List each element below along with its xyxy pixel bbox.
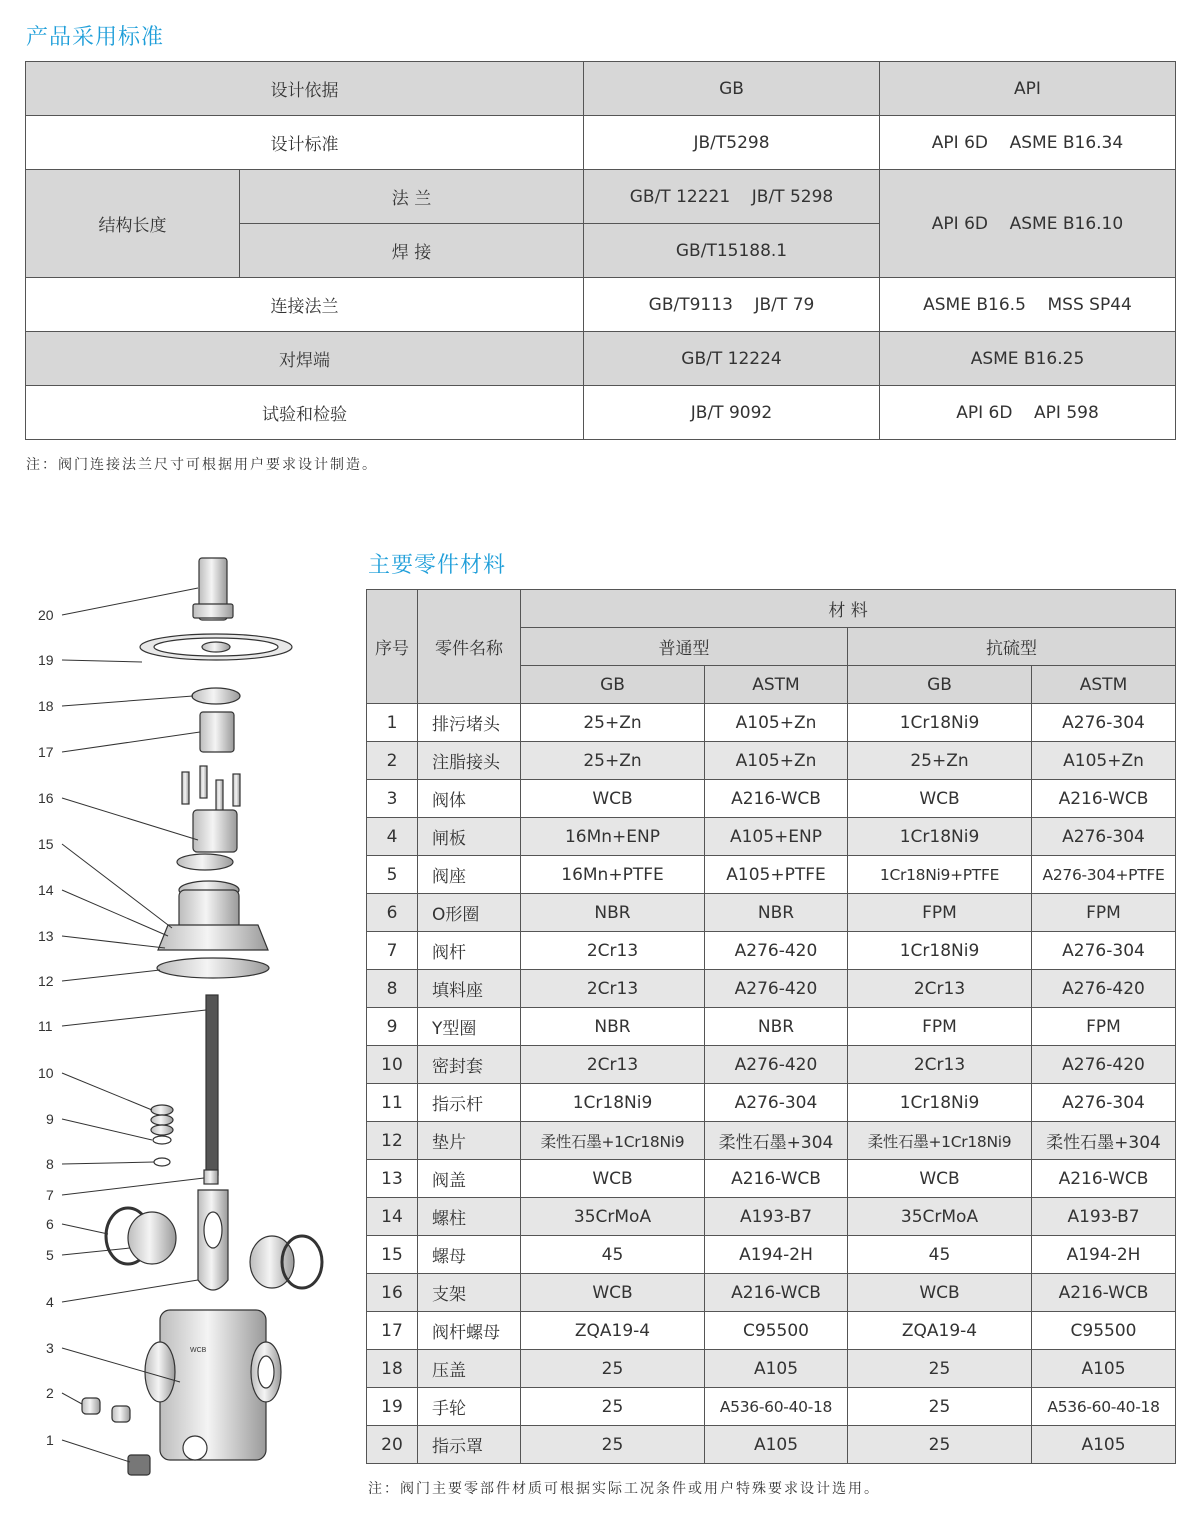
cell-astm-normal: A276-420 — [705, 932, 848, 970]
valve-exploded-drawing — [0, 540, 360, 1500]
cell-astm-sour: FPM — [1032, 894, 1176, 932]
cell-no: 10 — [367, 1046, 418, 1084]
cell-no: 9 — [367, 1008, 418, 1046]
cell-gb-normal: NBR — [521, 1008, 705, 1046]
cell-astm-normal: 柔性石墨+304 — [705, 1122, 848, 1160]
cell-astm-normal: A105+Zn — [705, 742, 848, 780]
valve-body — [160, 1310, 266, 1460]
cell-astm-sour: A105+Zn — [1032, 742, 1176, 780]
materials-table — [366, 589, 1176, 1464]
cell-astm-normal: A276-304 — [705, 1084, 848, 1122]
materials-note: 注：阀门主要零部件材质可根据实际工况条件或用户特殊要求设计选用。 — [368, 1481, 880, 1497]
header-design-basis: 设计依据 — [26, 62, 584, 116]
bonnet — [158, 925, 268, 950]
drain-plug — [128, 1455, 150, 1475]
gasket — [157, 958, 269, 978]
valve-seat — [128, 1212, 176, 1264]
cell-gb-normal: ZQA19-4 — [521, 1312, 705, 1350]
cell-astm-normal: A193-B7 — [705, 1198, 848, 1236]
cell-astm-sour: A276-304+PTFE — [1032, 856, 1176, 894]
part-number-label: 19 — [38, 652, 54, 668]
part-number-label: 11 — [38, 1018, 53, 1034]
cell-part-name: 垫片 — [418, 1122, 521, 1160]
y-ring — [153, 1136, 171, 1144]
cell-part-name: 指示罩 — [418, 1426, 521, 1464]
seal-sleeve — [151, 1105, 173, 1115]
cell-astm-normal: A216-WCB — [705, 780, 848, 818]
cell-gb-normal: 16Mn+ENP — [521, 818, 705, 856]
cell-astm-normal: A105 — [705, 1350, 848, 1388]
cell-part-name: 指示杆 — [418, 1084, 521, 1122]
gb-value: GB/T 12221 JB/T 5298 — [584, 170, 880, 224]
cell-no: 15 — [367, 1236, 418, 1274]
cell-no: 16 — [367, 1274, 418, 1312]
row-label: 连接法兰 — [26, 278, 584, 332]
cell-astm-sour: 柔性石墨+304 — [1032, 1122, 1176, 1160]
cell-gb-normal: WCB — [521, 1274, 705, 1312]
cell-gb-normal: 45 — [521, 1236, 705, 1274]
part-number-label: 16 — [38, 790, 54, 806]
gb-value: GB/T15188.1 — [584, 224, 880, 278]
table-row — [367, 1236, 1176, 1274]
cell-gb-sour: 1Cr18Ni9 — [848, 704, 1032, 742]
cell-gb-sour: 25 — [848, 1350, 1032, 1388]
part-number-label: 4 — [46, 1294, 54, 1310]
part-number-label: 14 — [38, 882, 54, 898]
header-normal-type: 普通型 — [521, 628, 848, 666]
cell-gb-sour: ZQA19-4 — [848, 1312, 1032, 1350]
part-number-label: 18 — [38, 698, 54, 714]
part-number-label: 9 — [46, 1111, 54, 1127]
cell-no: 12 — [367, 1122, 418, 1160]
yoke — [193, 810, 237, 852]
cell-astm-sour: A194-2H — [1032, 1236, 1176, 1274]
cell-astm-sour: A216-WCB — [1032, 1274, 1176, 1312]
header-gb: GB — [848, 666, 1032, 704]
cell-part-name: 注脂接头 — [418, 742, 521, 780]
cell-gb-normal: 25 — [521, 1350, 705, 1388]
cell-astm-sour: A276-420 — [1032, 970, 1176, 1008]
cell-astm-sour: A216-WCB — [1032, 1160, 1176, 1198]
part-number-label: 20 — [38, 607, 54, 623]
part-number-label: 3 — [46, 1340, 54, 1356]
cell-gb-normal: 35CrMoA — [521, 1198, 705, 1236]
cell-gb-sour: 45 — [848, 1236, 1032, 1274]
cell-gb-sour: 35CrMoA — [848, 1198, 1032, 1236]
cell-gb-sour: 1Cr18Ni9 — [848, 818, 1032, 856]
table-row — [367, 894, 1176, 932]
table-row — [367, 856, 1176, 894]
cell-part-name: 阀体 — [418, 780, 521, 818]
table-row — [367, 932, 1176, 970]
cell-no: 8 — [367, 970, 418, 1008]
part-number-label: 1 — [46, 1432, 54, 1448]
cell-part-name: 闸板 — [418, 818, 521, 856]
cell-astm-sour: FPM — [1032, 1008, 1176, 1046]
sub-label-weld: 焊 接 — [240, 224, 584, 278]
cell-gb-sour: 1Cr18Ni9+PTFE — [848, 856, 1032, 894]
body-cast-mark: WCB — [190, 1347, 207, 1354]
cell-part-name: 阀盖 — [418, 1160, 521, 1198]
cell-no: 2 — [367, 742, 418, 780]
part-number-label: 12 — [38, 973, 54, 989]
part-number-label: 5 — [46, 1247, 54, 1263]
packing-seat — [154, 1158, 170, 1166]
cell-astm-normal: A536-60-40-18 — [705, 1388, 848, 1426]
cell-no: 11 — [367, 1084, 418, 1122]
api-value: ASME B16.5 MSS SP44 — [880, 278, 1176, 332]
header-gb: GB — [521, 666, 705, 704]
table-row — [367, 970, 1176, 1008]
cell-gb-normal: 25 — [521, 1426, 705, 1464]
cell-gb-sour: 2Cr13 — [848, 970, 1032, 1008]
gb-value: JB/T 9092 — [584, 386, 880, 440]
table-row — [367, 1312, 1176, 1350]
cell-gb-sour: WCB — [848, 780, 1032, 818]
row-connection-flange — [26, 278, 1176, 332]
materials-title: 主要零件材料 — [368, 553, 507, 578]
cell-part-name: 阀座 — [418, 856, 521, 894]
cell-gb-sour: 1Cr18Ni9 — [848, 932, 1032, 970]
table-row — [367, 1122, 1176, 1160]
table-row — [367, 780, 1176, 818]
materials-header-row — [367, 590, 1176, 628]
part-numbers — [38, 607, 54, 1448]
row-butt-weld-end — [26, 332, 1176, 386]
header-material: 材 料 — [521, 590, 1176, 628]
cell-gb-sour: 25 — [848, 1388, 1032, 1426]
cell-gb-sour: WCB — [848, 1274, 1032, 1312]
cell-gb-normal: 2Cr13 — [521, 932, 705, 970]
cell-astm-normal: A194-2H — [705, 1236, 848, 1274]
materials-body — [367, 704, 1176, 1464]
table-row — [367, 1426, 1176, 1464]
part-number-label: 15 — [38, 836, 54, 852]
standards-header-row — [26, 62, 1176, 116]
table-row — [367, 704, 1176, 742]
gb-value: GB/T9113 JB/T 79 — [584, 278, 880, 332]
cell-astm-sour: A536-60-40-18 — [1032, 1388, 1176, 1426]
cell-no: 18 — [367, 1350, 418, 1388]
part-number-label: 6 — [46, 1216, 54, 1232]
header-no: 序号 — [367, 590, 418, 704]
row-design-standard — [26, 116, 1176, 170]
header-gb: GB — [584, 62, 880, 116]
gland — [192, 688, 240, 704]
part-number-label: 13 — [38, 928, 54, 944]
sub-label-flange: 法 兰 — [240, 170, 584, 224]
gb-value: GB/T 12224 — [584, 332, 880, 386]
cell-no: 3 — [367, 780, 418, 818]
cell-astm-sour: A276-304 — [1032, 932, 1176, 970]
stud-bolt — [233, 774, 240, 806]
grease-fitting — [82, 1398, 100, 1414]
cell-astm-sour: A216-WCB — [1032, 780, 1176, 818]
cell-no: 19 — [367, 1388, 418, 1426]
cell-gb-normal: NBR — [521, 894, 705, 932]
cell-gb-sour: 柔性石墨+1Cr18Ni9 — [848, 1122, 1032, 1160]
part-number-label: 8 — [46, 1156, 54, 1172]
row-label: 设计标准 — [26, 116, 584, 170]
cell-part-name: 密封套 — [418, 1046, 521, 1084]
table-row — [367, 742, 1176, 780]
standards-table — [25, 61, 1176, 440]
cell-astm-sour: A193-B7 — [1032, 1198, 1176, 1236]
table-row — [367, 1084, 1176, 1122]
table-row — [367, 1274, 1176, 1312]
cell-no: 4 — [367, 818, 418, 856]
cell-part-name: O形圈 — [418, 894, 521, 932]
cell-gb-normal: WCB — [521, 1160, 705, 1198]
cell-no: 14 — [367, 1198, 418, 1236]
cell-part-name: 手轮 — [418, 1388, 521, 1426]
cell-astm-sour: C95500 — [1032, 1312, 1176, 1350]
cell-gb-normal: 柔性石墨+1Cr18Ni9 — [521, 1122, 705, 1160]
cell-astm-normal: A105+PTFE — [705, 856, 848, 894]
cell-no: 17 — [367, 1312, 418, 1350]
cell-gb-sour: 1Cr18Ni9 — [848, 1084, 1032, 1122]
cell-gb-normal: 25+Zn — [521, 704, 705, 742]
part-number-label: 2 — [46, 1385, 54, 1401]
cell-astm-normal: C95500 — [705, 1312, 848, 1350]
cell-gb-sour: FPM — [848, 1008, 1032, 1046]
cell-astm-sour: A276-304 — [1032, 704, 1176, 742]
table-row — [367, 1198, 1176, 1236]
cell-part-name: 排污堵头 — [418, 704, 521, 742]
part-number-label: 17 — [38, 744, 54, 760]
cell-astm-sour: A276-304 — [1032, 1084, 1176, 1122]
standards-note: 注：阀门连接法兰尺寸可根据用户要求设计制造。 — [26, 457, 378, 473]
cell-astm-normal: NBR — [705, 1008, 848, 1046]
cell-gb-normal: 16Mn+PTFE — [521, 856, 705, 894]
standards-title: 产品采用标准 — [26, 25, 165, 50]
table-row — [367, 1388, 1176, 1426]
cell-astm-normal: A216-WCB — [705, 1274, 848, 1312]
stud-bolt — [216, 780, 223, 812]
indicator-rod — [206, 995, 218, 1175]
api-value: ASME B16.25 — [880, 332, 1176, 386]
cell-part-name: 压盖 — [418, 1350, 521, 1388]
cell-gb-normal: 25 — [521, 1388, 705, 1426]
cell-gb-sour: 2Cr13 — [848, 1046, 1032, 1084]
cell-astm-normal: A105+ENP — [705, 818, 848, 856]
cell-part-name: Y型圈 — [418, 1008, 521, 1046]
cell-astm-normal: A276-420 — [705, 970, 848, 1008]
api-value: API 6D API 598 — [880, 386, 1176, 440]
stem — [204, 1170, 218, 1184]
cell-no: 20 — [367, 1426, 418, 1464]
cell-no: 13 — [367, 1160, 418, 1198]
header-sour-type: 抗硫型 — [848, 628, 1176, 666]
cell-gb-normal: 25+Zn — [521, 742, 705, 780]
table-row — [367, 1046, 1176, 1084]
cell-astm-normal: A105 — [705, 1426, 848, 1464]
cell-gb-normal: 2Cr13 — [521, 970, 705, 1008]
cell-astm-normal: NBR — [705, 894, 848, 932]
row-test-inspection — [26, 386, 1176, 440]
cell-astm-sour: A105 — [1032, 1426, 1176, 1464]
cell-part-name: 螺柱 — [418, 1198, 521, 1236]
part-number-label: 7 — [46, 1187, 54, 1203]
stud-bolt — [200, 766, 207, 798]
cell-astm-normal: A216-WCB — [705, 1160, 848, 1198]
cell-gb-sour: 25+Zn — [848, 742, 1032, 780]
cell-no: 1 — [367, 704, 418, 742]
cell-gb-normal: 1Cr18Ni9 — [521, 1084, 705, 1122]
cell-part-name: 填料座 — [418, 970, 521, 1008]
gb-value: JB/T5298 — [584, 116, 880, 170]
cell-part-name: 阀杆 — [418, 932, 521, 970]
cell-gb-normal: WCB — [521, 780, 705, 818]
row-label: 试验和检验 — [26, 386, 584, 440]
cell-gb-sour: WCB — [848, 1160, 1032, 1198]
table-row — [367, 1008, 1176, 1046]
cell-gb-sour: 25 — [848, 1426, 1032, 1464]
stud-bolt — [182, 772, 189, 804]
part-number-label: 10 — [38, 1065, 54, 1081]
header-astm: ASTM — [1032, 666, 1176, 704]
api-value: API 6D ASME B16.10 — [880, 170, 1176, 278]
row-label-structure-length: 结构长度 — [26, 170, 240, 278]
cell-astm-sour: A105 — [1032, 1350, 1176, 1388]
cell-gb-sour: FPM — [848, 894, 1032, 932]
stem-nut — [200, 712, 234, 752]
cell-part-name: 螺母 — [418, 1236, 521, 1274]
cell-astm-normal: A105+Zn — [705, 704, 848, 742]
cell-astm-sour: A276-304 — [1032, 818, 1176, 856]
cell-no: 5 — [367, 856, 418, 894]
cell-part-name: 阀杆螺母 — [418, 1312, 521, 1350]
cell-no: 7 — [367, 932, 418, 970]
header-part-name: 零件名称 — [418, 590, 521, 704]
header-astm: ASTM — [705, 666, 848, 704]
cell-part-name: 支架 — [418, 1274, 521, 1312]
api-value: API 6D ASME B16.34 — [880, 116, 1176, 170]
cell-astm-normal: A276-420 — [705, 1046, 848, 1084]
cell-no: 6 — [367, 894, 418, 932]
row-structure-length-flange — [26, 170, 1176, 224]
header-api: API — [880, 62, 1176, 116]
cell-gb-normal: 2Cr13 — [521, 1046, 705, 1084]
table-row — [367, 818, 1176, 856]
cell-astm-sour: A276-420 — [1032, 1046, 1176, 1084]
row-label: 对焊端 — [26, 332, 584, 386]
table-row — [367, 1350, 1176, 1388]
table-row — [367, 1160, 1176, 1198]
